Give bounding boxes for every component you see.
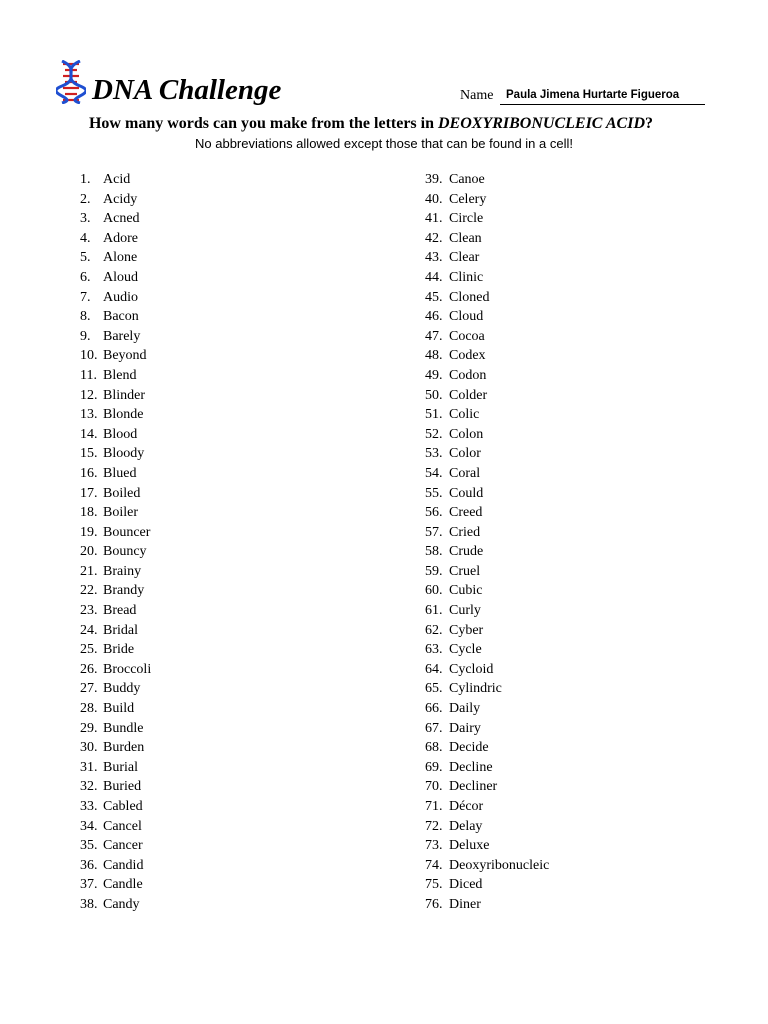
list-item bbox=[80, 875, 151, 895]
list-item bbox=[425, 797, 549, 817]
item-word: Bundle bbox=[103, 720, 144, 736]
item-number: 40. bbox=[425, 191, 443, 207]
item-word: Boiled bbox=[103, 485, 141, 501]
item-number: 10. bbox=[80, 348, 98, 364]
item-word: Bouncy bbox=[103, 544, 147, 560]
item-word: Brainy bbox=[103, 563, 142, 579]
item-word: Color bbox=[449, 446, 481, 462]
list-item bbox=[80, 444, 151, 464]
item-number: 1. bbox=[80, 172, 91, 187]
list-item bbox=[425, 640, 549, 660]
list-item bbox=[425, 209, 549, 229]
list-item bbox=[80, 719, 151, 739]
item-number: 4. bbox=[80, 230, 91, 246]
item-number: 38. bbox=[80, 896, 98, 912]
item-word: Blood bbox=[103, 426, 138, 442]
item-number: 75. bbox=[425, 877, 443, 893]
list-item bbox=[80, 503, 151, 523]
item-number: 47. bbox=[425, 328, 443, 344]
list-item bbox=[425, 444, 549, 464]
item-word: Diced bbox=[449, 877, 483, 893]
item-number: 17. bbox=[80, 485, 98, 501]
item-number: 46. bbox=[425, 309, 443, 325]
item-number: 67. bbox=[425, 720, 443, 736]
item-word: Decliner bbox=[449, 779, 498, 795]
list-item bbox=[425, 405, 549, 425]
item-number: 41. bbox=[425, 211, 443, 227]
item-word: Decline bbox=[449, 759, 493, 775]
item-number: 76. bbox=[425, 896, 443, 912]
list-item bbox=[425, 542, 549, 562]
item-word: Aloud bbox=[103, 269, 138, 285]
item-word: Candy bbox=[103, 896, 140, 912]
item-word: Deluxe bbox=[449, 838, 490, 854]
item-word: Candid bbox=[103, 857, 144, 873]
item-number: 26. bbox=[80, 661, 98, 677]
word-list-left bbox=[80, 170, 151, 915]
dna-helix-icon bbox=[56, 60, 86, 104]
list-item bbox=[80, 190, 151, 210]
item-number: 35. bbox=[80, 838, 98, 854]
item-word: Blued bbox=[103, 465, 137, 481]
list-item bbox=[425, 777, 549, 797]
item-number: 62. bbox=[425, 622, 443, 638]
item-word: Cloned bbox=[449, 289, 490, 305]
item-word: Barely bbox=[103, 328, 141, 344]
item-word: Burden bbox=[103, 740, 145, 756]
list-item bbox=[425, 719, 549, 739]
item-word: Acid bbox=[103, 172, 131, 187]
item-number: 48. bbox=[425, 348, 443, 364]
item-word: Décor bbox=[449, 799, 484, 814]
list-item bbox=[80, 817, 151, 837]
item-number: 68. bbox=[425, 740, 443, 756]
item-word: Broccoli bbox=[103, 661, 152, 677]
list-item bbox=[425, 523, 549, 543]
list-item bbox=[425, 699, 549, 719]
item-number: 42. bbox=[425, 230, 443, 246]
list-item bbox=[80, 562, 151, 582]
item-word: Circle bbox=[449, 211, 484, 227]
list-item bbox=[80, 601, 151, 621]
list-item bbox=[80, 248, 151, 268]
instructions: No abbreviations allowed except those that can be found in a cell! bbox=[195, 136, 573, 151]
item-number: 63. bbox=[425, 642, 443, 658]
item-word: Brandy bbox=[103, 583, 145, 599]
item-number: 71. bbox=[425, 799, 443, 814]
item-number: 49. bbox=[425, 367, 443, 383]
item-number: 54. bbox=[425, 465, 443, 481]
item-number: 73. bbox=[425, 838, 443, 854]
question-heading bbox=[0, 113, 742, 135]
item-word: Clear bbox=[449, 250, 480, 266]
question-suffix: ? bbox=[645, 115, 654, 132]
item-number: 21. bbox=[80, 563, 98, 579]
item-word: Boiler bbox=[103, 505, 138, 521]
item-word: Crude bbox=[449, 544, 484, 560]
item-word: Buried bbox=[103, 779, 142, 795]
item-word: Cycloid bbox=[449, 661, 494, 677]
item-word: Cloud bbox=[449, 309, 484, 325]
item-number: 53. bbox=[425, 446, 443, 462]
item-word: Candle bbox=[103, 877, 143, 893]
item-number: 34. bbox=[80, 818, 98, 834]
item-number: 6. bbox=[80, 269, 91, 285]
list-item bbox=[80, 268, 151, 288]
list-item bbox=[425, 581, 549, 601]
question-prefix: How many words can you make from the letters in bbox=[88, 115, 438, 132]
item-number: 72. bbox=[425, 818, 443, 834]
list-item bbox=[425, 895, 549, 915]
item-number: 22. bbox=[80, 583, 98, 599]
item-number: 31. bbox=[80, 759, 98, 775]
item-number: 44. bbox=[425, 269, 443, 285]
list-item bbox=[80, 640, 151, 660]
item-number: 23. bbox=[80, 603, 98, 619]
list-item bbox=[425, 875, 549, 895]
item-word: Canoe bbox=[449, 172, 485, 187]
list-item bbox=[425, 190, 549, 210]
item-number: 39. bbox=[425, 172, 443, 187]
item-number: 2. bbox=[80, 191, 91, 207]
item-word: Clean bbox=[449, 230, 482, 246]
item-word: Delay bbox=[449, 818, 483, 834]
item-word: Could bbox=[449, 485, 484, 501]
list-item bbox=[425, 758, 549, 778]
item-word: Audio bbox=[103, 289, 138, 305]
item-number: 66. bbox=[425, 701, 443, 717]
list-item bbox=[80, 464, 151, 484]
item-number: 8. bbox=[80, 309, 91, 325]
item-word: Build bbox=[103, 701, 135, 717]
name-field[interactable]: Paula Jimena Hurtarte Figueroa bbox=[500, 86, 705, 105]
item-word: Alone bbox=[103, 250, 138, 266]
list-item bbox=[80, 523, 151, 543]
list-item bbox=[80, 327, 151, 347]
item-word: Bread bbox=[103, 603, 137, 619]
item-word: Cried bbox=[449, 524, 481, 540]
item-number: 16. bbox=[80, 465, 98, 481]
item-word: Deoxyribonucleic bbox=[449, 857, 550, 873]
item-word: Blonde bbox=[103, 407, 144, 423]
item-word: Dairy bbox=[449, 720, 481, 736]
list-item bbox=[425, 503, 549, 523]
item-word: Burial bbox=[103, 759, 138, 775]
list-item bbox=[80, 425, 151, 445]
item-number: 33. bbox=[80, 799, 98, 814]
item-word: Coral bbox=[449, 465, 481, 481]
list-item bbox=[80, 405, 151, 425]
list-item bbox=[80, 856, 151, 876]
item-word: Bouncer bbox=[103, 524, 151, 540]
item-word: Blinder bbox=[103, 387, 145, 403]
item-number: 14. bbox=[80, 426, 98, 442]
item-word: Celery bbox=[449, 191, 487, 207]
item-word: Cancel bbox=[103, 818, 142, 834]
item-word: Cyber bbox=[449, 622, 484, 638]
list-item bbox=[80, 738, 151, 758]
item-number: 43. bbox=[425, 250, 443, 266]
item-number: 57. bbox=[425, 524, 443, 540]
item-word: Curly bbox=[449, 603, 481, 619]
item-number: 29. bbox=[80, 720, 98, 736]
item-word: Beyond bbox=[103, 348, 147, 364]
word-list-right bbox=[425, 170, 549, 915]
question-emphasis: DEOXYRIBONUCLEIC ACID bbox=[438, 115, 646, 132]
list-item bbox=[80, 209, 151, 229]
item-word: Colder bbox=[449, 387, 488, 403]
item-number: 30. bbox=[80, 740, 98, 756]
item-number: 15. bbox=[80, 446, 98, 462]
list-item bbox=[80, 777, 151, 797]
item-number: 70. bbox=[425, 779, 443, 795]
item-number: 27. bbox=[80, 681, 98, 697]
page-title: DNA Challenge bbox=[92, 74, 282, 106]
item-word: Creed bbox=[449, 505, 483, 521]
item-number: 59. bbox=[425, 563, 443, 579]
item-word: Acned bbox=[103, 211, 140, 227]
item-word: Acidy bbox=[103, 191, 138, 207]
list-item bbox=[80, 288, 151, 308]
list-item bbox=[80, 386, 151, 406]
item-word: Bloody bbox=[103, 446, 145, 462]
list-item bbox=[425, 229, 549, 249]
list-item bbox=[425, 386, 549, 406]
item-word: Cycle bbox=[449, 642, 482, 658]
item-word: Daily bbox=[449, 701, 481, 717]
item-word: Decide bbox=[449, 740, 489, 756]
list-item bbox=[425, 562, 549, 582]
list-item bbox=[425, 856, 549, 876]
item-number: 58. bbox=[425, 544, 443, 560]
item-number: 28. bbox=[80, 701, 98, 717]
list-item bbox=[425, 288, 549, 308]
list-item bbox=[425, 346, 549, 366]
list-item bbox=[80, 660, 151, 680]
list-item bbox=[80, 170, 151, 190]
list-item bbox=[80, 797, 151, 817]
list-item bbox=[80, 895, 151, 915]
list-item bbox=[80, 229, 151, 249]
item-number: 24. bbox=[80, 622, 98, 638]
list-item bbox=[80, 679, 151, 699]
list-item bbox=[425, 660, 549, 680]
item-number: 74. bbox=[425, 857, 443, 873]
name-label: Name bbox=[460, 88, 494, 103]
list-item bbox=[425, 817, 549, 837]
item-number: 36. bbox=[80, 857, 98, 873]
list-item bbox=[425, 307, 549, 327]
list-item bbox=[80, 758, 151, 778]
item-word: Cabled bbox=[103, 799, 143, 814]
list-item bbox=[425, 464, 549, 484]
item-number: 18. bbox=[80, 505, 98, 521]
item-number: 61. bbox=[425, 603, 443, 619]
list-item bbox=[80, 621, 151, 641]
list-item bbox=[80, 307, 151, 327]
list-item bbox=[425, 425, 549, 445]
item-number: 20. bbox=[80, 544, 98, 560]
item-number: 45. bbox=[425, 289, 443, 305]
list-item bbox=[425, 836, 549, 856]
item-number: 55. bbox=[425, 485, 443, 501]
item-number: 19. bbox=[80, 524, 98, 540]
list-item bbox=[80, 699, 151, 719]
list-item bbox=[80, 836, 151, 856]
list-item bbox=[425, 601, 549, 621]
item-number: 51. bbox=[425, 407, 443, 423]
item-word: Bridal bbox=[103, 622, 138, 638]
item-number: 56. bbox=[425, 505, 443, 521]
item-word: Buddy bbox=[103, 681, 141, 697]
item-number: 3. bbox=[80, 211, 91, 227]
item-number: 7. bbox=[80, 289, 91, 305]
item-word: Blend bbox=[103, 367, 137, 383]
item-word: Bacon bbox=[103, 309, 139, 325]
item-number: 25. bbox=[80, 642, 98, 658]
item-number: 50. bbox=[425, 387, 443, 403]
item-number: 13. bbox=[80, 407, 98, 423]
list-item bbox=[80, 346, 151, 366]
list-item bbox=[425, 248, 549, 268]
item-number: 5. bbox=[80, 250, 91, 266]
list-item bbox=[80, 484, 151, 504]
item-number: 69. bbox=[425, 759, 443, 775]
list-item bbox=[425, 327, 549, 347]
list-item bbox=[80, 581, 151, 601]
list-item bbox=[425, 621, 549, 641]
list-item bbox=[425, 366, 549, 386]
list-item bbox=[425, 738, 549, 758]
item-number: 52. bbox=[425, 426, 443, 442]
item-word: Cruel bbox=[449, 563, 481, 579]
item-word: Codon bbox=[449, 367, 487, 383]
item-number: 12. bbox=[80, 387, 98, 403]
list-item bbox=[425, 679, 549, 699]
item-word: Cylindric bbox=[449, 681, 502, 697]
item-word: Clinic bbox=[449, 269, 484, 285]
list-item bbox=[425, 268, 549, 288]
item-word: Colon bbox=[449, 426, 484, 442]
item-word: Cocoa bbox=[449, 328, 485, 344]
list-item bbox=[80, 542, 151, 562]
item-word: Diner bbox=[449, 896, 481, 912]
item-word: Cubic bbox=[449, 583, 483, 599]
item-word: Bride bbox=[103, 642, 135, 658]
item-number: 64. bbox=[425, 661, 443, 677]
item-number: 60. bbox=[425, 583, 443, 599]
item-word: Codex bbox=[449, 348, 486, 364]
item-number: 37. bbox=[80, 877, 98, 893]
item-word: Cancer bbox=[103, 838, 143, 854]
list-item bbox=[425, 170, 549, 190]
item-word: Adore bbox=[103, 230, 138, 246]
item-number: 32. bbox=[80, 779, 98, 795]
list-item bbox=[80, 366, 151, 386]
item-number: 9. bbox=[80, 328, 91, 344]
item-number: 11. bbox=[80, 367, 97, 383]
item-word: Colic bbox=[449, 407, 480, 423]
item-number: 65. bbox=[425, 681, 443, 697]
list-item bbox=[425, 484, 549, 504]
